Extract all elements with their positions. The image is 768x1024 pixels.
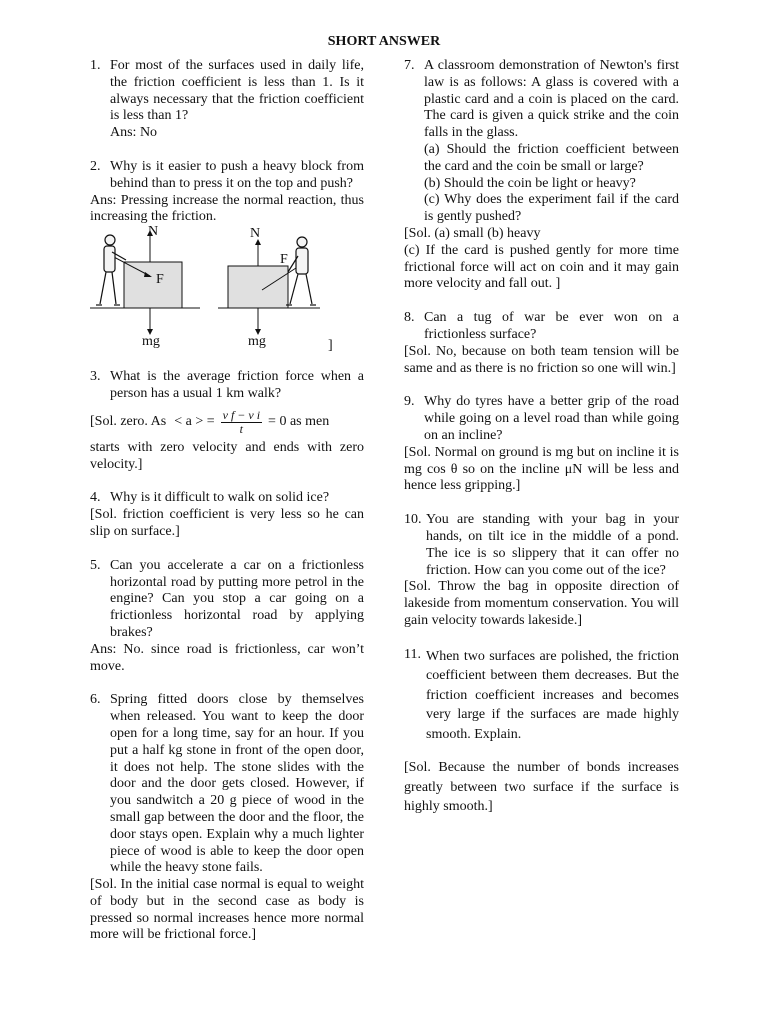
answer-text: [Sol. No, because on both team tension will be same and as there is no friction so one will win.] xyxy=(404,343,679,376)
question-number: 9. xyxy=(404,394,415,410)
answer-text: (c) If the card is pushed gently for more time frictional force will act on coin and it may gain more velocity and fall out. ] xyxy=(404,242,679,292)
question-number: 7. xyxy=(404,58,415,73)
question-text: Why is it difficult to walk on solid ice? xyxy=(110,490,330,506)
question-text: Can a tug of war be ever won on a frictionless surface? xyxy=(424,310,679,342)
question-text: Why do tyres have a better grip of the road while going on a level road than while going on an incline? xyxy=(424,394,679,443)
left-column xyxy=(90,58,364,944)
question-number: 6. xyxy=(90,692,101,708)
question-text: For most of the surfaces used in daily life, the friction coefficient is less than 1. Is it always necessary that the friction coefficient is less than 1? xyxy=(110,58,364,124)
question-text: You are standing with your bag in your hands, on tilt ice in the middle of a pond. The ice is so slippery that it can offer no friction. How can you come out of the ice? xyxy=(426,512,679,578)
question-number: 3. xyxy=(90,369,101,385)
question-4 xyxy=(90,490,364,540)
applied-force-label: F xyxy=(156,272,164,288)
push-block-figure xyxy=(90,224,364,363)
question-7 xyxy=(404,58,679,293)
answer-text: [Sol. In the initial case normal is equal to weight of body but in the second case as body is pressed so normal increases hence more normal more will be frictional force.] xyxy=(90,877,364,943)
solution-equation xyxy=(90,409,364,436)
question-5 xyxy=(90,558,364,676)
answer-text: Ans: Pressing increase the normal reaction, thus increasing the friction. xyxy=(90,192,364,225)
question-3 xyxy=(90,369,364,473)
question-text: Can you accelerate a car on a frictionless horizontal road by putting more petrol in the engine? Can you stop a car going on a frictionless horizontal road by applying brakes? xyxy=(110,557,364,640)
question-part-c: (c) Why does the experiment fail if the card is gently pushed? xyxy=(424,192,679,225)
equation-fraction xyxy=(221,409,262,436)
normal-force-label: N xyxy=(148,224,159,240)
question-number: 1. xyxy=(90,58,101,73)
question-text: What is the average friction force when a person has a usual 1 km walk? xyxy=(110,369,364,401)
question-text: When two surfaces are polished, the friction coefficient between them decreases. But the friction coefficient increases and becomes very large if the surfaces are made highly smooth. Explain. xyxy=(426,648,679,742)
question-6 xyxy=(90,692,364,944)
push-block-diagram xyxy=(90,228,364,363)
question-text: Why is it easier to push a heavy block from behind than to press it on the top and push? xyxy=(110,158,364,191)
question-2 xyxy=(90,159,364,363)
question-number: 11. xyxy=(404,646,421,662)
weight-label: mg xyxy=(248,334,266,350)
question-number: 4. xyxy=(90,490,101,506)
answer-text: Ans: No xyxy=(110,125,158,141)
fraction-denominator: t xyxy=(239,421,243,436)
question-number: 8. xyxy=(404,310,415,326)
question-number: 5. xyxy=(90,557,101,573)
fraction-numerator: v f − v i xyxy=(222,407,261,422)
question-number: 10. xyxy=(404,512,422,528)
question-8 xyxy=(404,310,679,377)
question-11 xyxy=(404,647,679,817)
answer-text: [Sol. Because the number of bonds increases greatly between two surface if the surface is highly smooth.] xyxy=(404,760,679,815)
answer-text: [Sol. friction coefficient is very less so he can slip on surface.] xyxy=(90,507,364,539)
question-1 xyxy=(90,58,364,142)
equation-rhs: = 0 as men xyxy=(268,413,330,429)
equation-lhs: < a > = xyxy=(174,413,215,429)
answer-text: Ans: No. since road is frictionless, car won’t move. xyxy=(90,641,364,674)
question-part-b: (b) Should the coin be light or heavy? xyxy=(424,175,636,191)
weight-label: mg xyxy=(142,334,160,350)
page-title: SHORT ANSWER xyxy=(327,34,441,49)
question-number: 2. xyxy=(90,158,101,174)
question-10 xyxy=(404,512,679,630)
solution-prefix: [Sol. zero. As xyxy=(90,413,167,429)
applied-force-label: F xyxy=(280,252,288,268)
normal-force-label: N xyxy=(250,226,261,242)
question-text: A classroom demonstration of Newton's first law is as follows: A glass is covered with a plastic card and a coin is placed on the card. The card is given a quick strike and the coin falls in the glass. xyxy=(424,58,679,141)
question-9 xyxy=(404,394,679,495)
answer-text: [Sol. (a) small (b) heavy xyxy=(404,225,541,241)
answer-text: starts with zero velocity and ends with zero velocity.] xyxy=(90,439,364,472)
question-text: Spring fitted doors close by themselves when released. You want to keep the door open for a long time, say for an hour. If you put a half kg stone in front of the open door, it does not help. The stone slides with the door and the door gets closed. However, if you sandwitch a 20 g piece of wood in the small gap between the door and the floor, the door stays open. Explain why a much lighter piece of wood is able to keep the door open while the heavy stone fails. xyxy=(110,692,364,876)
answer-text: [Sol. Throw the bag in opposite direction of lakeside from momentum conservation. You will gain velocity towards lakeside.] xyxy=(404,579,679,628)
question-part-a: (a) Should the friction coefficient between the card and the coin be small or large? xyxy=(424,141,679,174)
answer-text: [Sol. Normal on ground is mg but on incline it is mg cos θ so on the incline μN will be less and hence less gripping.] xyxy=(404,444,679,494)
right-column xyxy=(404,58,679,817)
closing-bracket: ] xyxy=(328,338,333,354)
